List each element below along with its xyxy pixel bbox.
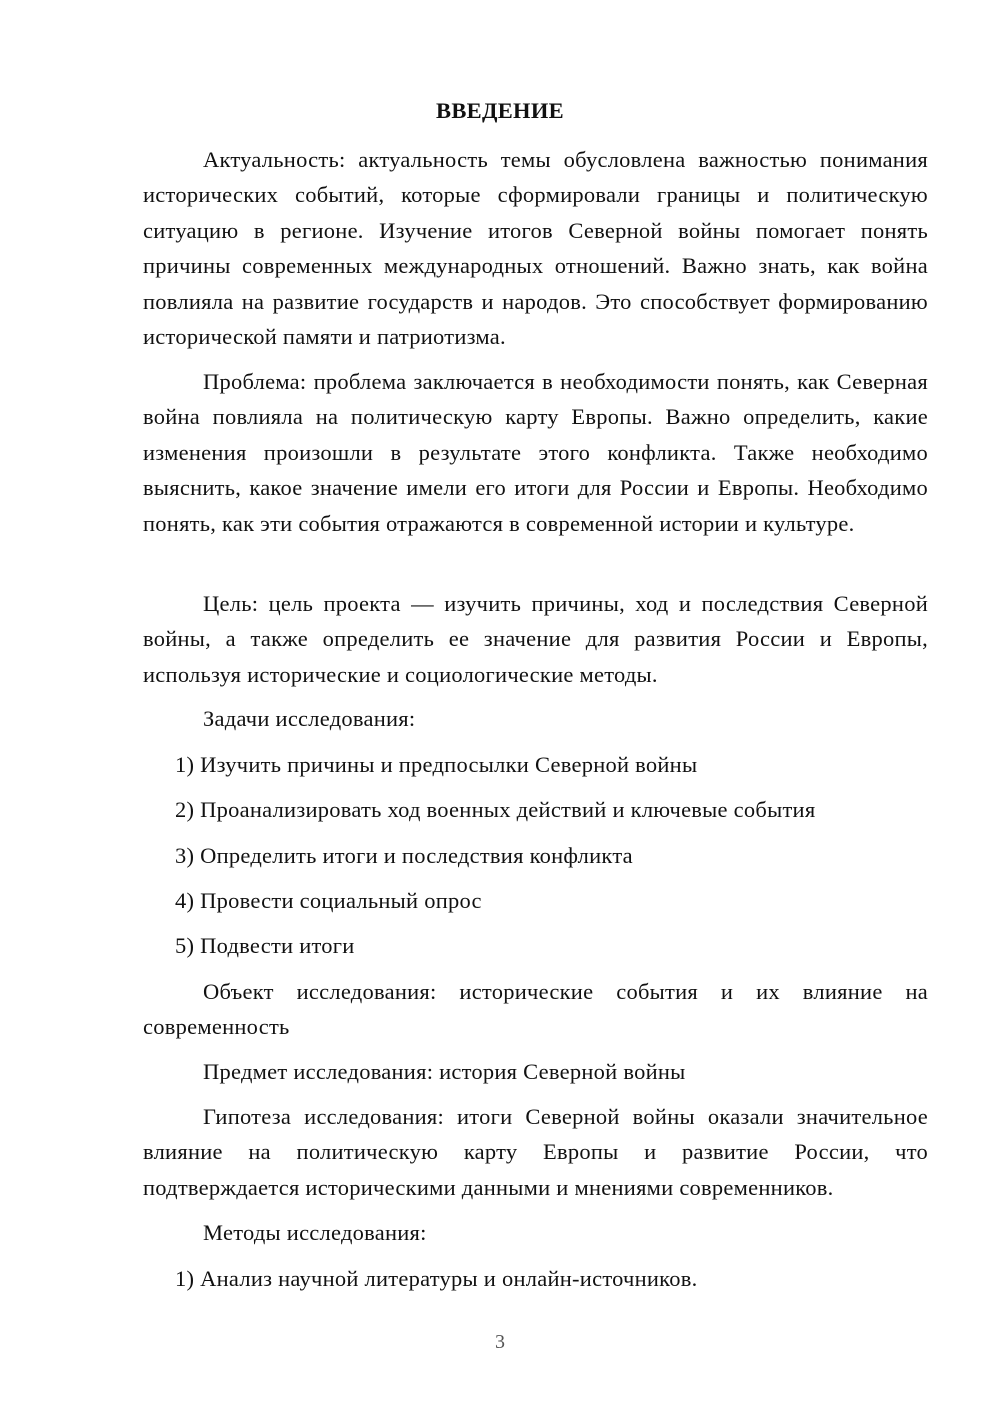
task-item: 4) Провести социальный опрос [175,888,482,913]
relevance-paragraph: Актуальность: актуальность темы обусловлена важностью понимания исторических событий, которые сформировали границы и политическую ситуацию в регионе. Изучение итогов Северной войны помогает понять причины современных международных отношений. Важно знать, как война повлияла на развитие государств и народов. Это способствует формированию исторической памяти и патриотизма. [143,147,928,350]
object-paragraph: Объект исследования: исторические события и их влияние на современность [143,979,928,1040]
problem-paragraph: Проблема: проблема заключается в необходимости понять, как Северная война повлияла на политическую карту Европы. Важно определить, какие изменения произошли в результате этого конфликта. Также необходимо выяснить, какое значение имели его итоги для России и Европы. Необходимо понять, как эти события отражаются в современной истории и культуре. [143,369,928,536]
methods-heading: Методы исследования: [203,1220,427,1245]
method-item: 1) Анализ научной литературы и онлайн-источников. [175,1266,698,1291]
task-item: 1) Изучить причины и предпосылки Северной войны [175,752,698,777]
subject-paragraph: Предмет исследования: история Северной войны [203,1059,686,1084]
tasks-heading: Задачи исследования: [203,706,416,731]
task-item: 2) Проанализировать ход военных действий и ключевые события [175,797,816,822]
page-title: ВВЕДЕНИЕ [436,98,564,123]
hypothesis-paragraph: Гипотеза исследования: итоги Северной войны оказали значительное влияние на политическую карту Европы и развитие России, что подтверждается историческими данными и мнениями современников. [143,1104,928,1200]
task-item: 5) Подвести итоги [175,933,355,958]
page-number: 3 [495,1331,505,1353]
task-item: 3) Определить итоги и последствия конфликта [175,843,633,868]
goal-paragraph: Цель: цель проекта — изучить причины, ход и последствия Северной войны, а также определить ее значение для развития России и Европы, используя исторические и социологические методы. [143,591,928,687]
